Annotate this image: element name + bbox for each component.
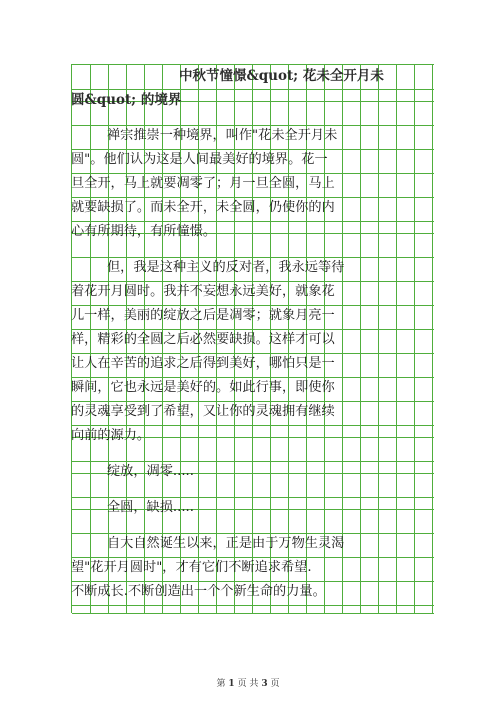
paragraph-2-line-1: 但，我是这种主义的反对者，我永远等待 xyxy=(107,260,345,275)
paragraph-2-line-4: 样，精彩的全圆之后必然要缺损。这样才可以 xyxy=(71,332,335,347)
paragraph-1-line-5: 心有所期待，有所憧憬。 xyxy=(71,224,217,239)
paragraph-1-line-1: 禅宗推崇一种境界，叫作"花未全开月未 xyxy=(107,128,338,143)
footer-total-pages: 3 xyxy=(261,679,268,689)
title-line-1: 中秋节憧憬&quot; 花未全开月未 xyxy=(179,68,384,84)
paragraph-4-line-1: 全圆，缺损..... xyxy=(107,500,194,515)
grid-row-line xyxy=(72,605,434,606)
paragraph-1-line-2: 圆"。他们认为这是人间最美好的境界。花一 xyxy=(71,152,328,167)
footer-middle: 页 共 xyxy=(237,679,259,689)
footer-suffix: 页 xyxy=(270,679,280,689)
paragraph-2-line-2: 着花开月圆时。我并不妄想永远美好，就象花 xyxy=(71,284,335,299)
paragraph-5-line-1: 自大自然诞生以来，正是由于万物生灵渴 xyxy=(107,536,345,551)
grid-bottom-line xyxy=(72,613,434,614)
title-line-2: 圆&quot; 的境界 xyxy=(71,92,182,108)
footer-page-number: 1 xyxy=(228,679,235,689)
paragraph-2-line-7: 的灵魂享受到了希望，又让你的灵魂拥有继续 xyxy=(71,404,335,419)
paragraph-5-line-3: 不断成长.不断创造出一个个新生命的力量。 xyxy=(71,584,326,599)
paragraph-1-line-4: 就要缺损了。而未全开，未全圆，仍使你的内 xyxy=(71,200,335,215)
paragraph-1-line-3: 旦全开，马上就要凋零了；月一旦全圆，马上 xyxy=(71,176,335,191)
footer-prefix: 第 xyxy=(216,679,226,689)
paragraph-3-line-1: 绽放，凋零..... xyxy=(107,464,194,479)
grid-column-line xyxy=(432,65,433,613)
paragraph-5-line-2: 望"花开月圆时"，才有它们不断追求希望. xyxy=(71,560,312,575)
page-footer xyxy=(0,676,496,689)
paragraph-2-line-3: 儿一样，美丽的绽放之后是凋零；就象月亮一 xyxy=(71,308,335,323)
paragraph-2-line-8: 向前的源力。 xyxy=(71,428,151,443)
paragraph-2-line-6: 瞬间，它也永远是美好的。如此行事，即使你 xyxy=(71,380,335,395)
paragraph-2-line-5: 让人在辛苦的追求之后得到美好，哪怕只是一 xyxy=(71,356,335,371)
